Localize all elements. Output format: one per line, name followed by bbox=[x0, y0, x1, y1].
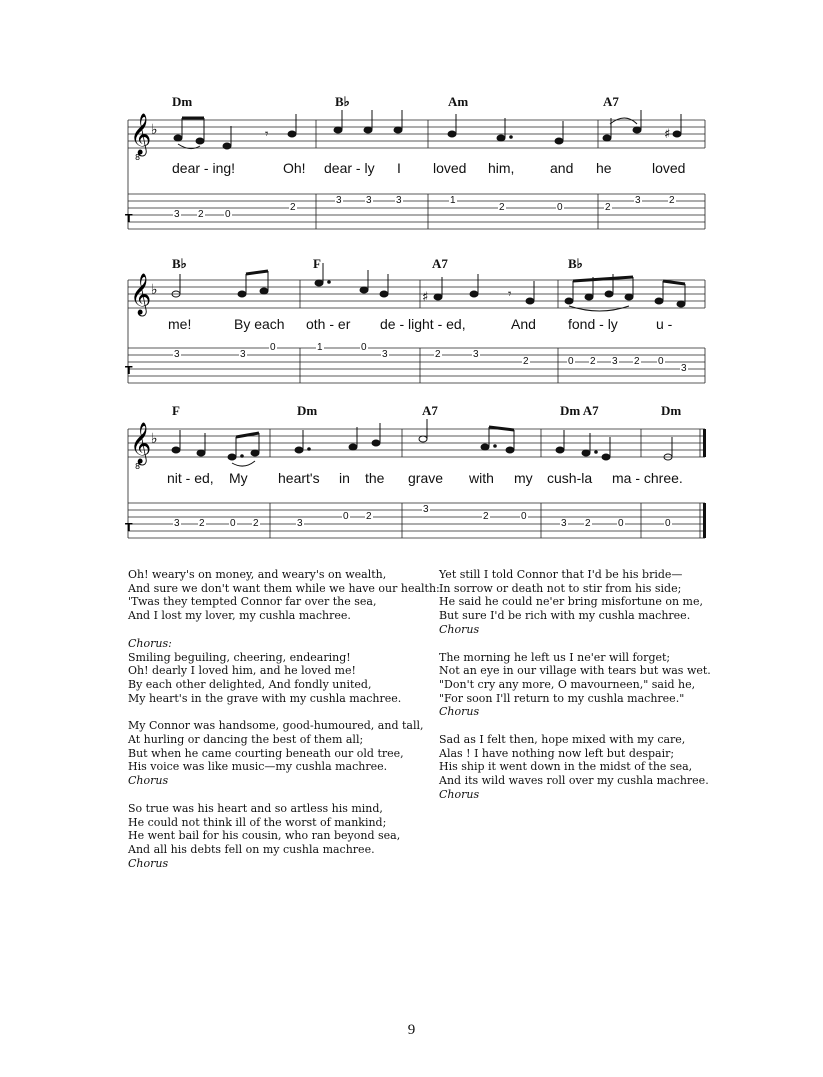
verses-left-column bbox=[128, 568, 440, 884]
lyric-syllable: with bbox=[469, 470, 494, 486]
tab-fret-number: 3 bbox=[297, 518, 303, 529]
chord-symbol: Am bbox=[448, 94, 469, 109]
svg-text:♭: ♭ bbox=[151, 122, 158, 138]
lyric-syllable: By each bbox=[234, 316, 285, 332]
chorus-label: Chorus bbox=[439, 787, 480, 801]
tab-fret-number: 2 bbox=[634, 356, 640, 367]
verse-line: Sad as I felt then, hope mixed with my care, bbox=[439, 733, 686, 747]
lyric-syllable: loved bbox=[433, 160, 467, 176]
verse-line: And all his debts fell on my cushla machree. bbox=[128, 842, 375, 856]
tab-fret-number: 2 bbox=[366, 511, 372, 522]
chord-symbol: Dm bbox=[661, 403, 682, 418]
chorus-label: Chorus bbox=[128, 856, 169, 870]
verse-line: Oh! weary's on money, and weary's on wealth, bbox=[128, 568, 387, 581]
chord-symbol: Dm A7 bbox=[560, 403, 599, 418]
chord-symbol: Dm bbox=[297, 403, 318, 418]
verses-right-column bbox=[439, 568, 729, 816]
verse-line: At hurling or dancing the best of them all; bbox=[128, 733, 364, 747]
lyric-syllable: nit - ed, bbox=[167, 470, 214, 486]
tab-fret-number: 0 bbox=[618, 518, 624, 529]
chord-symbol: F bbox=[313, 256, 321, 271]
verse-line: But sure I'd be rich with my cushla machree. bbox=[439, 609, 691, 623]
svg-text:𝄞: 𝄞 bbox=[130, 423, 152, 464]
chorus-stanza bbox=[128, 637, 428, 706]
tab-fret-number: 0 bbox=[230, 518, 236, 529]
svg-text:𝄞: 𝄞 bbox=[130, 114, 152, 155]
tab-fret-number: 1 bbox=[450, 195, 456, 206]
lyric-syllable: u - bbox=[656, 316, 673, 332]
chord-symbol: A7 bbox=[603, 94, 619, 109]
lyric-syllable: loved bbox=[652, 160, 686, 176]
svg-text:♯: ♯ bbox=[664, 127, 671, 142]
svg-text:T: T bbox=[125, 364, 133, 377]
tab-fret-number: 2 bbox=[253, 518, 259, 529]
verse-line: But when he came courting beneath our old tree, bbox=[128, 746, 404, 760]
verse-line: Oh! dearly I loved him, and he loved me! bbox=[128, 664, 356, 678]
tab-fret-number: 0 bbox=[658, 356, 664, 367]
chord-symbol: B♭ bbox=[172, 256, 187, 271]
tab-fret-number: 3 bbox=[681, 363, 687, 374]
tab-fret-number: 2 bbox=[605, 202, 611, 213]
tab-fret-number: 2 bbox=[585, 518, 591, 529]
chord-symbol: A7 bbox=[432, 256, 448, 271]
verse-line: "Don't cry any more, O mavourneen," said he, bbox=[439, 677, 696, 691]
lyric-syllable: ma - chree. bbox=[612, 470, 683, 486]
tab-fret-number: 3 bbox=[382, 349, 388, 360]
chord-symbol: Dm bbox=[172, 94, 193, 109]
svg-text:T: T bbox=[125, 212, 133, 225]
verse-line: By each other delighted, And fondly united, bbox=[128, 677, 372, 691]
lyric-syllable: me! bbox=[168, 316, 192, 332]
verse-stanza bbox=[128, 719, 428, 788]
verse-line: He said he could ne'er bring misfortune on me, bbox=[439, 595, 703, 609]
verse-line: "For soon I'll return to my cushla machree." bbox=[439, 691, 685, 705]
tab-fret-number: 0 bbox=[568, 356, 574, 367]
chorus-heading: Chorus: bbox=[128, 636, 172, 650]
tab-fret-number: 3 bbox=[174, 518, 180, 529]
verse-stanza bbox=[128, 802, 428, 871]
tab-fret-number: 3 bbox=[423, 504, 429, 515]
tab-fret-number: 2 bbox=[523, 356, 529, 367]
tab-fret-number: 0 bbox=[343, 511, 349, 522]
tab-fret-number: 2 bbox=[199, 518, 205, 529]
chorus-label: Chorus bbox=[128, 774, 169, 788]
tab-fret-number: 3 bbox=[612, 356, 618, 367]
verse-line: My heart's in the grave with my cushla machree. bbox=[128, 691, 402, 705]
music-system-2 bbox=[120, 256, 710, 390]
svg-text:8: 8 bbox=[135, 153, 141, 162]
verse-line: He went bail for his cousin, who ran beyond sea, bbox=[128, 829, 401, 843]
tab-fret-number: 0 bbox=[665, 518, 671, 529]
tab-fret-number: 3 bbox=[396, 195, 402, 206]
tab-fret-number: 0 bbox=[521, 511, 527, 522]
tab-fret-number: 0 bbox=[270, 342, 276, 353]
verse-line: Smiling beguiling, cheering, endearing! bbox=[128, 650, 351, 664]
lyric-syllable: My bbox=[229, 470, 248, 486]
verse-stanza bbox=[439, 733, 729, 802]
lyric-syllable: cush-la bbox=[547, 470, 593, 486]
verse-stanza bbox=[439, 651, 729, 720]
svg-text:𝄞: 𝄞 bbox=[130, 274, 152, 315]
page-number: 9 bbox=[407, 1022, 416, 1038]
verse-line: And I lost my lover, my cushla machree. bbox=[128, 609, 351, 623]
tab-fret-number: 2 bbox=[435, 349, 441, 360]
tab-fret-number: 2 bbox=[669, 195, 675, 206]
lyric-syllable: And bbox=[511, 316, 536, 332]
verse-line: Not an eye in our village with tears but was wet. bbox=[439, 664, 711, 678]
chorus-label: Chorus bbox=[439, 622, 480, 636]
tab-fret-number: 2 bbox=[198, 209, 204, 220]
verse-stanza bbox=[128, 568, 440, 623]
verse-line: The morning he left us I ne'er will forget; bbox=[439, 650, 671, 664]
verse-line: His voice was like music—my cushla machree. bbox=[128, 760, 388, 774]
verse-line: And sure we don't want them while we have our health: bbox=[128, 581, 440, 595]
tab-fret-number: 1 bbox=[317, 342, 323, 353]
tab-fret-number: 3 bbox=[473, 349, 479, 360]
verse-line: Yet still I told Connor that I'd be his bride— bbox=[439, 568, 683, 581]
verse-line: He could not think ill of the worst of mankind; bbox=[128, 815, 387, 829]
svg-text:𝄾: 𝄾 bbox=[265, 127, 269, 142]
tab-fret-number: 2 bbox=[499, 202, 505, 213]
music-system-3 bbox=[120, 403, 710, 548]
svg-text:♯: ♯ bbox=[422, 290, 429, 305]
lyric-syllable: dear - ly bbox=[324, 160, 375, 176]
lyric-syllable: the bbox=[365, 470, 385, 486]
svg-text:T: T bbox=[125, 521, 133, 534]
music-system-1 bbox=[120, 94, 710, 256]
tab-fret-number: 2 bbox=[483, 511, 489, 522]
tab-fret-number: 3 bbox=[366, 195, 372, 206]
tab-fret-number: 0 bbox=[225, 209, 231, 220]
verse-line: And its wild waves roll over my cushla machree. bbox=[439, 774, 709, 788]
lyric-syllable: Oh! bbox=[283, 160, 306, 176]
svg-text:8: 8 bbox=[135, 462, 141, 471]
svg-text:♭: ♭ bbox=[151, 431, 158, 447]
chord-symbol: B♭ bbox=[335, 94, 350, 109]
tab-fret-number: 2 bbox=[590, 356, 596, 367]
tab-fret-number: 3 bbox=[336, 195, 342, 206]
tab-fret-number: 3 bbox=[174, 349, 180, 360]
tab-fret-number: 0 bbox=[361, 342, 367, 353]
svg-text:𝄾: 𝄾 bbox=[508, 287, 512, 302]
tab-fret-number: 3 bbox=[561, 518, 567, 529]
lyric-syllable: dear - ing! bbox=[172, 160, 236, 176]
lyric-syllable: oth - er bbox=[306, 316, 351, 332]
verse-line: Alas ! I have nothing now left but despair; bbox=[439, 746, 675, 760]
tab-fret-number: 3 bbox=[635, 195, 641, 206]
tab-fret-number: 3 bbox=[174, 209, 180, 220]
lyric-syllable: heart's bbox=[278, 470, 320, 486]
lyric-syllable: and bbox=[550, 160, 574, 176]
lyric-syllable: de - light - ed, bbox=[380, 316, 466, 332]
chord-symbol: B♭ bbox=[568, 256, 583, 271]
lyric-syllable: I bbox=[397, 160, 401, 176]
lyric-syllable: him, bbox=[488, 160, 515, 176]
verse-line: So true was his heart and so artless his mind, bbox=[128, 801, 383, 815]
verse-line: In sorrow or death not to stir from his side; bbox=[439, 581, 682, 595]
tab-fret-number: 0 bbox=[557, 202, 563, 213]
chord-symbol: F bbox=[172, 403, 180, 418]
svg-text:♭: ♭ bbox=[151, 282, 158, 298]
lyric-syllable: in bbox=[339, 470, 350, 486]
chord-symbol: A7 bbox=[422, 403, 438, 418]
verse-stanza bbox=[439, 568, 729, 637]
verse-line: His ship it went down in the midst of the sea, bbox=[439, 760, 693, 774]
lyric-syllable: he bbox=[596, 160, 612, 176]
chorus-label: Chorus bbox=[439, 705, 480, 719]
verse-line: 'Twas they tempted Connor far over the sea, bbox=[128, 595, 377, 609]
lyric-syllable: grave bbox=[408, 470, 444, 486]
tab-fret-number: 3 bbox=[240, 349, 246, 360]
tab-fret-number: 2 bbox=[290, 202, 296, 213]
lyric-syllable: fond - ly bbox=[568, 316, 618, 332]
verse-line: My Connor was handsome, good-humoured, and tall, bbox=[128, 719, 424, 733]
lyric-syllable: my bbox=[514, 470, 533, 486]
